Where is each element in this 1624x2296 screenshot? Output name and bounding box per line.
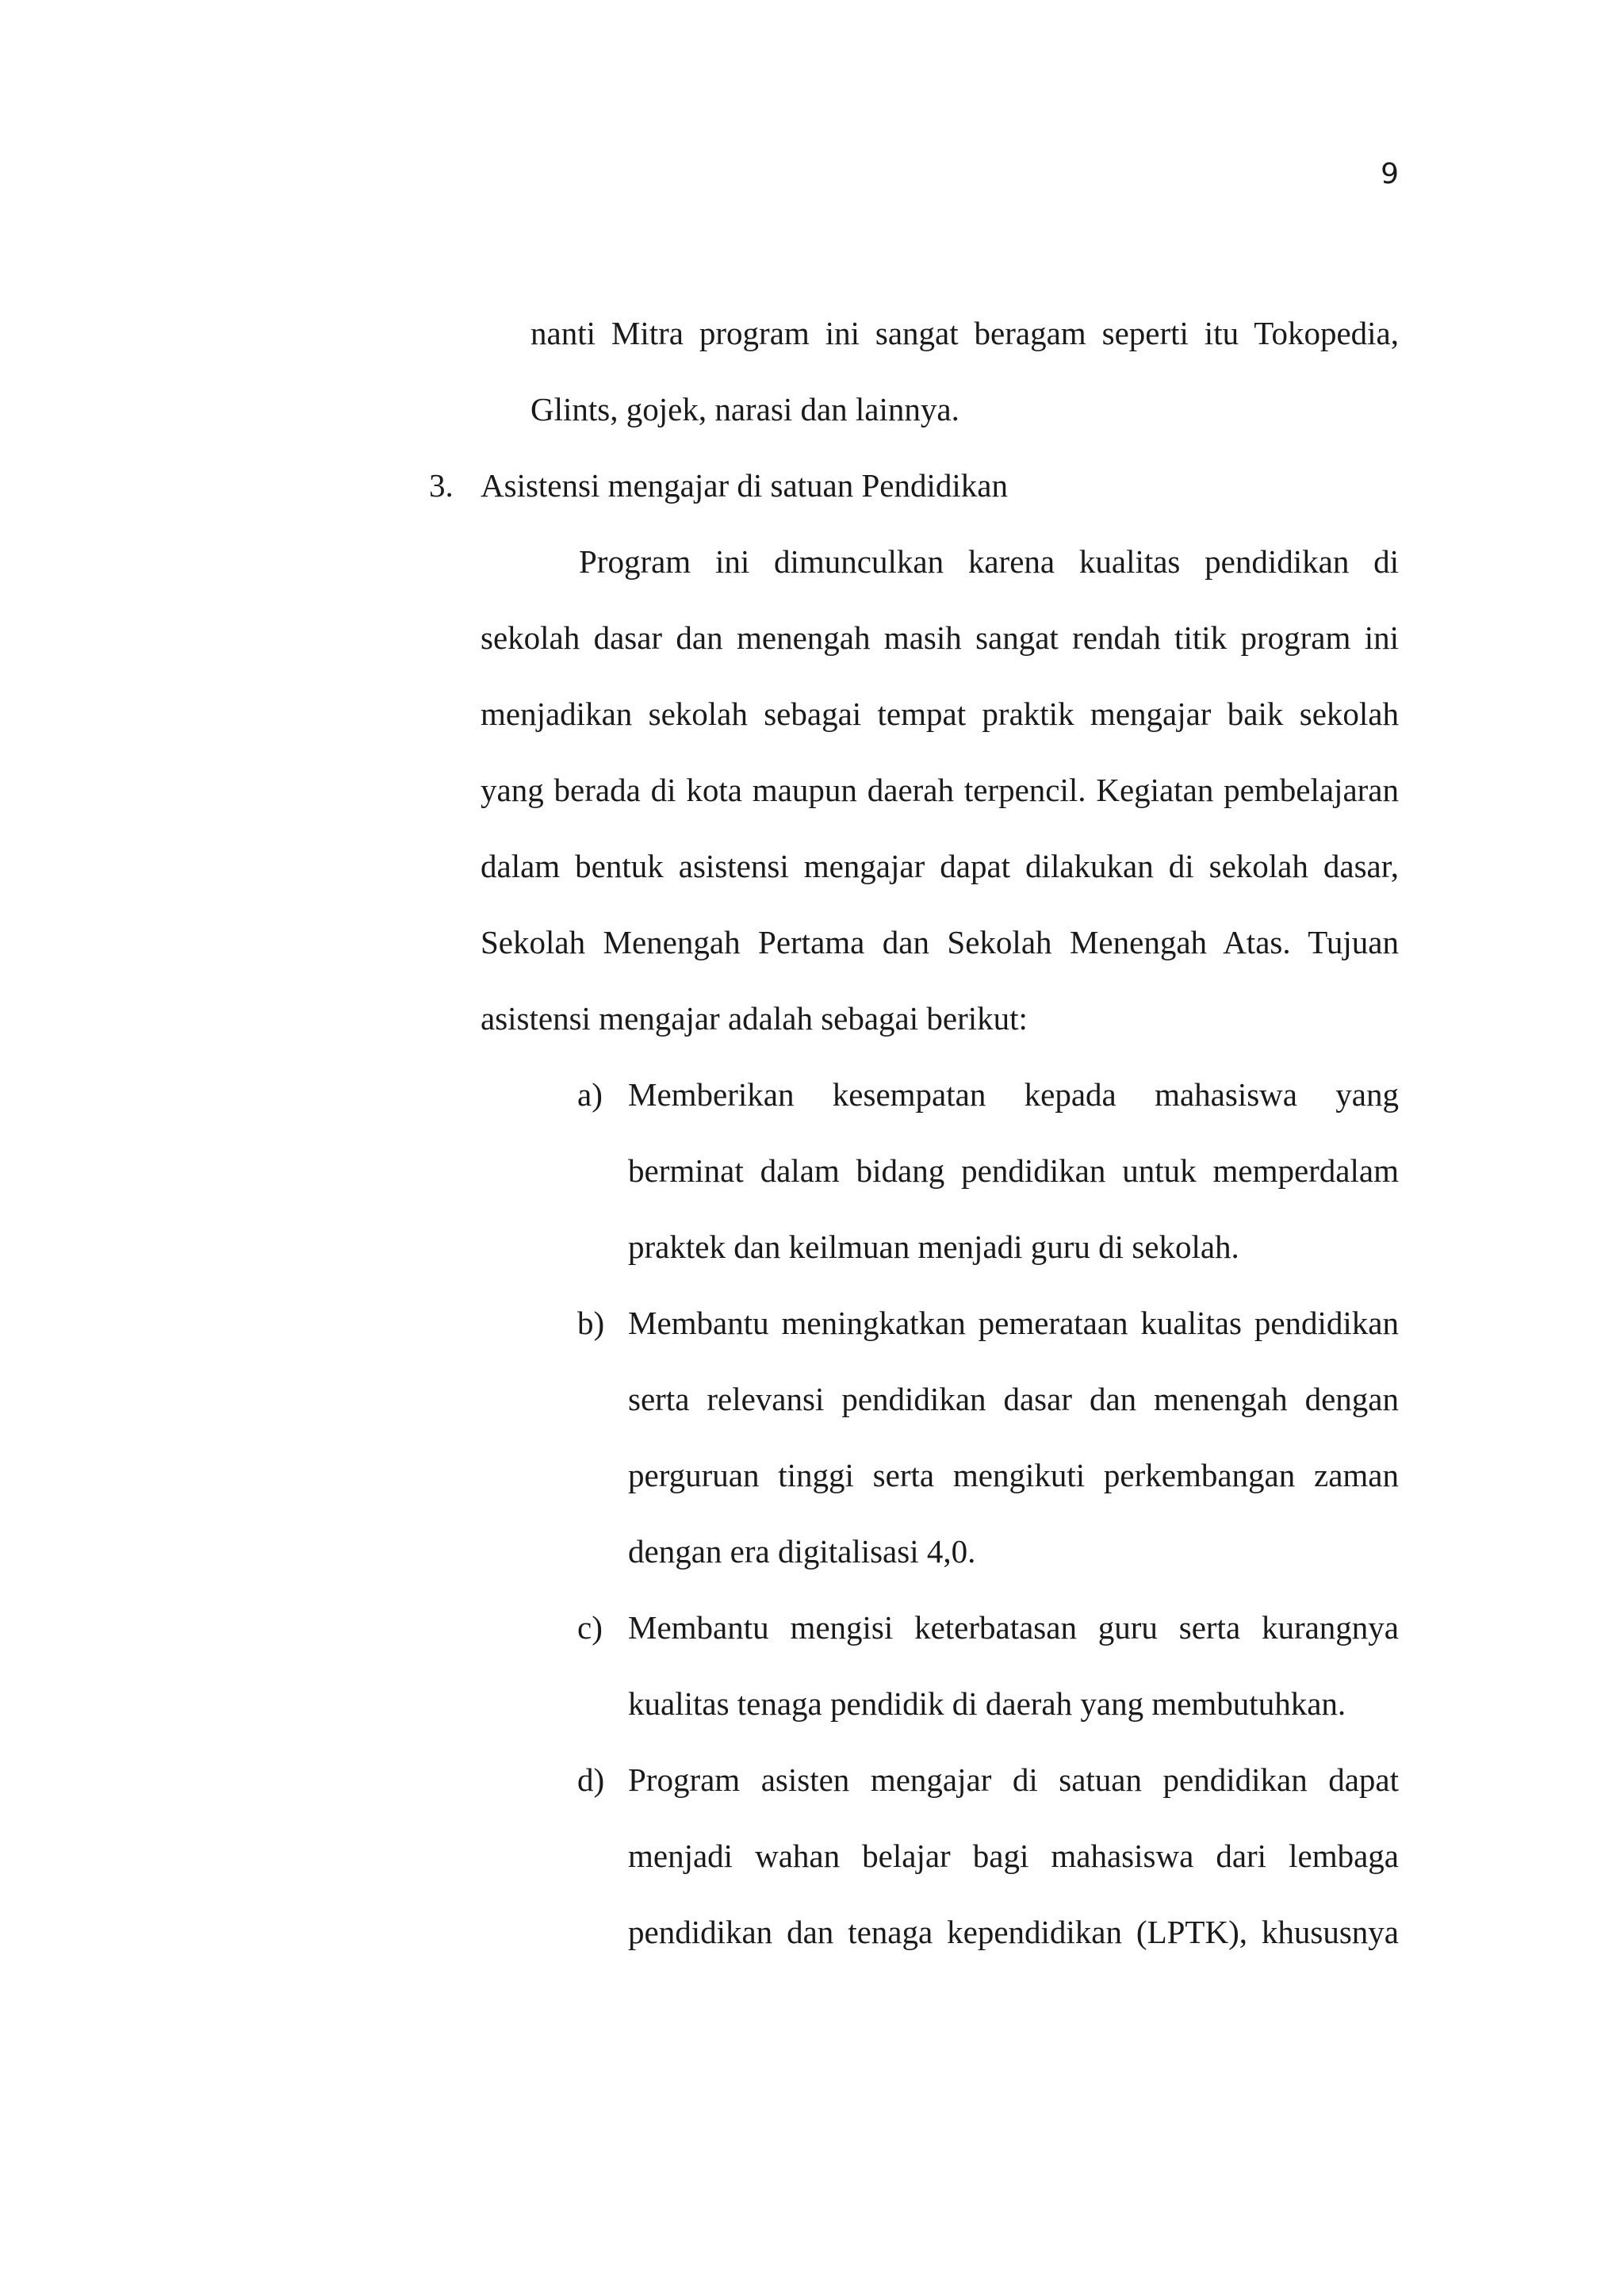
list-marker-c: c): [577, 1609, 603, 1646]
list-item-b: [628, 1285, 1399, 1589]
list-marker-d: d): [577, 1761, 605, 1798]
paragraph-line-6: Sekolah Menengah Pertama dan Sekolah Menengah Atas. Tujuan: [481, 924, 1399, 960]
list-item-b-line-3: perguruan tinggi serta mengikuti perkembangan zaman: [628, 1457, 1399, 1493]
list-item-a-line-2: berminat dalam bidang pendidikan untuk memperdalam: [628, 1152, 1399, 1189]
continuation-line-1: nanti Mitra program ini sangat beragam seperti itu Tokopedia,: [530, 315, 1399, 351]
paragraph-line-2: sekolah dasar dan menengah masih sangat rendah titik program ini: [481, 619, 1399, 656]
section-number: 3.: [429, 467, 454, 504]
list-item-c-line-1: Membantu mengisi keterbatasan guru serta kurangnya: [628, 1609, 1399, 1646]
paragraph-line-1: Program ini dimunculkan karena kualitas pendidikan di: [579, 543, 1399, 580]
list-marker-a: a): [577, 1076, 603, 1113]
paragraph-line-4: yang berada di kota maupun daerah terpencil. Kegiatan pembelajaran: [481, 772, 1399, 808]
list-item-b-line-4: dengan era digitalisasi 4,0.: [628, 1533, 976, 1570]
list-item-d-line-1: Program asisten mengajar di satuan pendidikan dapat: [628, 1761, 1399, 1798]
list-item-d: [628, 1742, 1399, 1970]
paragraph-line-7: asistensi mengajar adalah sebagai berikut:: [481, 1000, 1028, 1037]
section-paragraph: [481, 523, 1399, 1056]
continuation-line-2: Glints, gojek, narasi dan lainnya.: [530, 391, 959, 427]
section-heading: Asistensi mengajar di satuan Pendidikan: [481, 467, 1008, 504]
list-item-b-line-1: Membantu meningkatkan pemerataan kualitas pendidikan: [628, 1305, 1399, 1341]
list-item-a-line-1: Memberikan kesempatan kepada mahasiswa yang: [628, 1076, 1399, 1113]
list-item-a: [628, 1056, 1399, 1285]
paragraph-line-3: menjadikan sekolah sebagai tempat praktik mengajar baik sekolah: [481, 696, 1399, 732]
list-item-c-line-2: kualitas tenaga pendidik di daerah yang membutuhkan.: [628, 1685, 1346, 1722]
list-item-c: [628, 1589, 1399, 1742]
list-item-b-line-2: serta relevansi pendidikan dasar dan menengah dengan: [628, 1381, 1399, 1417]
list-item-d-line-2: menjadi wahan belajar bagi mahasiswa dari lembaga: [628, 1838, 1399, 1874]
list-item-d-line-3: pendidikan dan tenaga kependidikan (LPTK), khususnya: [628, 1914, 1399, 1950]
page-number: 9: [1381, 158, 1399, 190]
continuation-paragraph: [530, 295, 1399, 447]
list-marker-b: b): [577, 1305, 605, 1341]
paragraph-line-5: dalam bentuk asistensi mengajar dapat dilakukan di sekolah dasar,: [481, 848, 1399, 884]
list-item-a-line-3: praktek dan keilmuan menjadi guru di sekolah.: [628, 1228, 1239, 1265]
